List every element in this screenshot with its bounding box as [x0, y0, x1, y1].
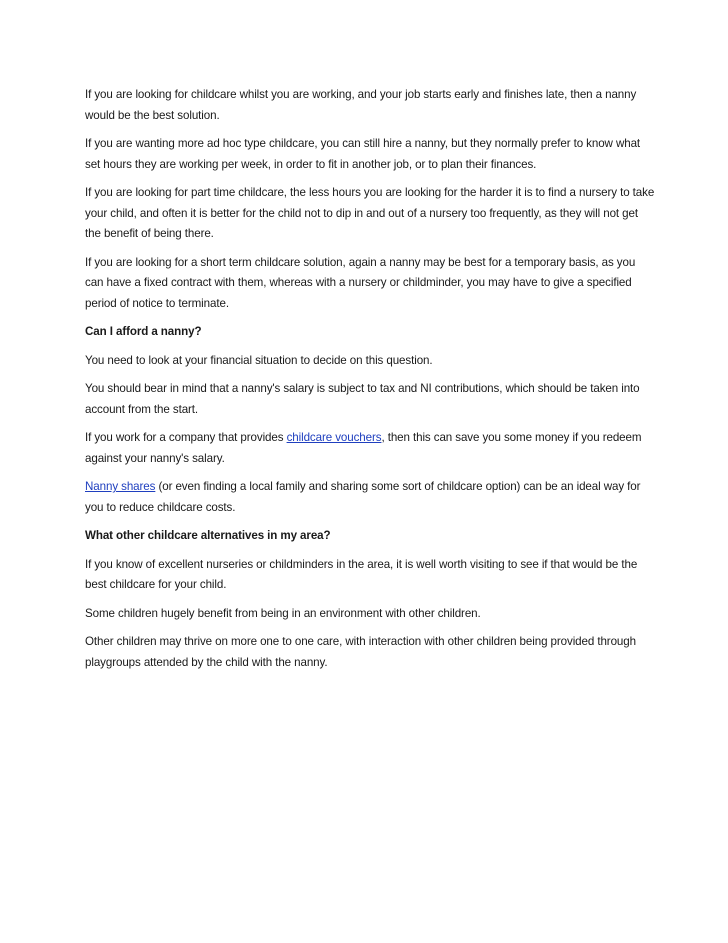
nanny-shares-text-after: (or even finding a local family and sharing some sort of childcare option) can be an ideal way for you to reduce childcare costs.	[85, 480, 641, 514]
heading-afford-nanny: Can I afford a nanny?	[85, 325, 202, 338]
paragraph-childcare-vouchers	[85, 428, 655, 469]
paragraph-financial-situation: You need to look at your financial situation to decide on this question.	[85, 353, 433, 367]
paragraph-shortterm-childcare: If you are looking for a short term childcare solution, again a nanny may be best for a temporary basis, as you can have a fixed contract with them, whereas with a nursery or childminder, you may have to give a specified period of notice to terminate.	[85, 255, 636, 310]
paragraph-tax-ni: You should bear in mind that a nanny's salary is subject to tax and NI contributions, which should be taken into account from the start.	[85, 382, 640, 416]
paragraph-environment-children: Some children hugely benefit from being in an environment with other children.	[85, 606, 481, 620]
paragraph-one-to-one-care: Other children may thrive on more one to one care, with interaction with other children being provided through playgroups attended by the child with the nanny.	[85, 635, 636, 669]
paragraph-nanny-shares	[85, 477, 655, 518]
vouchers-text-after: , then this can save you some money if you redeem against your nanny's salary.	[85, 431, 642, 465]
paragraph-adhoc-childcare: If you are wanting more ad hoc type childcare, you can still hire a nanny, but they normally prefer to know what set hours they are working per week, in order to fit in another job, or to plan their finances.	[85, 137, 641, 171]
paragraph-nurseries-childminders: If you know of excellent nurseries or childminders in the area, it is well worth visiting to see if that would be the best childcare for your child.	[85, 557, 638, 591]
document-body	[85, 85, 655, 681]
paragraph-parttime-childcare: If you are looking for part time childcare, the less hours you are looking for the harder it is to find a nursery to take your child, and often it is better for the child not to dip in and out of a nursery too frequently, as they will not get the benefit of being there.	[85, 186, 655, 240]
childcare-vouchers-link[interactable]: childcare vouchers	[286, 431, 382, 444]
nanny-shares-link[interactable]: Nanny shares	[85, 480, 156, 493]
vouchers-text-before: If you work for a company that provides	[85, 431, 287, 444]
heading-childcare-alternatives: What other childcare alternatives in my area?	[85, 529, 331, 542]
paragraph-fulltime-childcare: If you are looking for childcare whilst you are working, and your job starts early and finishes late, then a nanny would be the best solution.	[85, 88, 637, 122]
